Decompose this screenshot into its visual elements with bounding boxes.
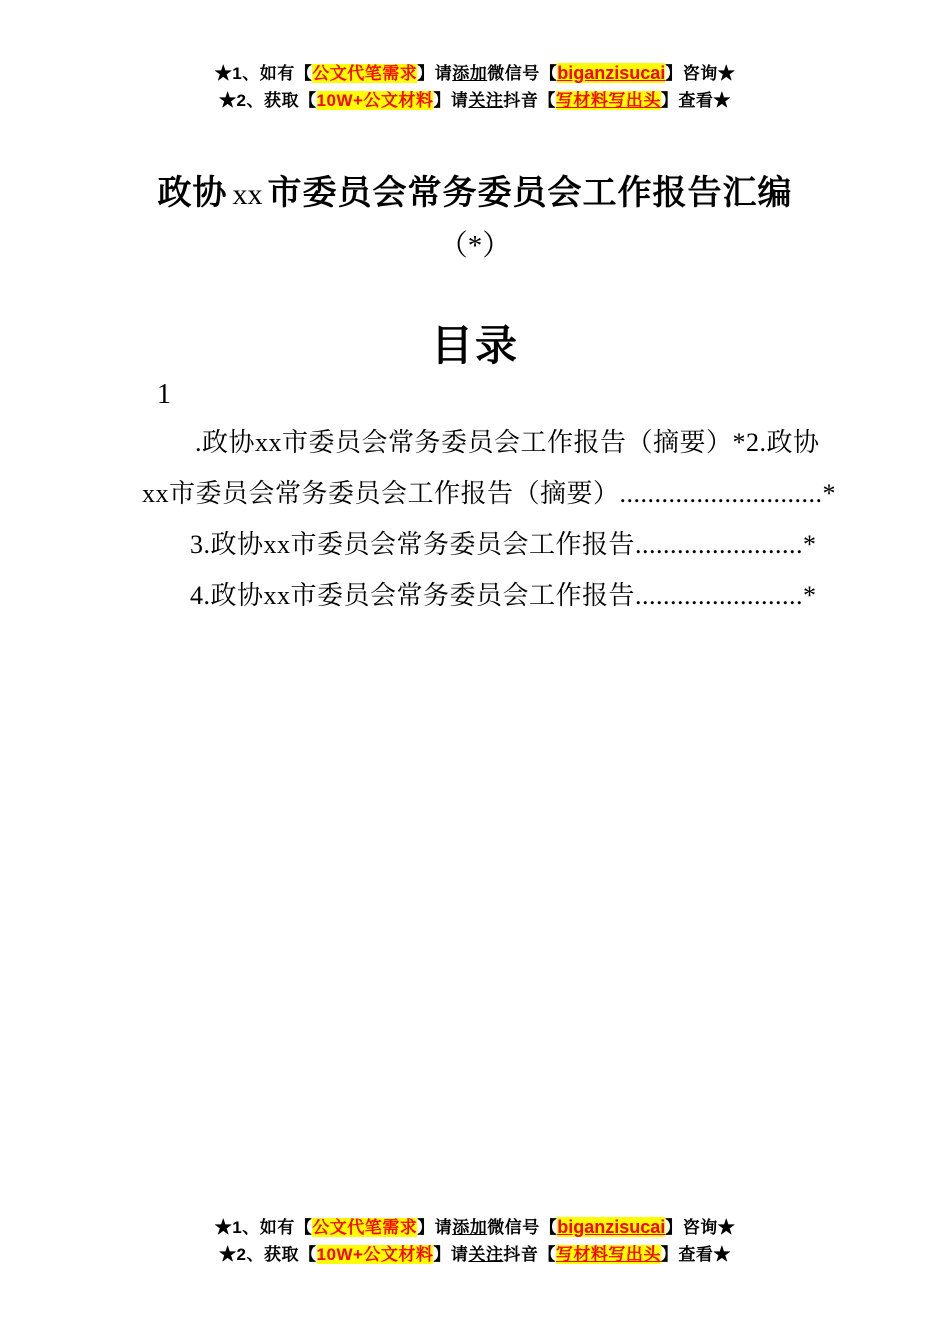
- toc-entry-line: xx市委员会常务委员会工作报告（摘要）.............................*: [142, 479, 837, 508]
- promo-douyin-id: 写材料写出头: [555, 91, 661, 110]
- promo-text: 】请: [417, 64, 453, 83]
- title-text: 市委员会常务委员会工作报告汇编: [267, 174, 793, 212]
- promo-footer: [0, 1214, 950, 1268]
- promo-underline-add: 添加: [452, 64, 488, 83]
- document-subtitle: （*）: [438, 230, 512, 262]
- title-placeholder-xx: xx: [232, 178, 263, 211]
- promo-underline-add: 添加: [452, 1218, 488, 1237]
- toc-entry-line: 4.政协xx市委员会常务委员会工作报告........................*: [190, 581, 817, 610]
- promo-text: ★2、获取【: [219, 1245, 317, 1264]
- promo-text: ★1、如有【: [214, 1218, 313, 1237]
- promo-underline-follow: 关注: [468, 1245, 504, 1264]
- document-title: [0, 170, 950, 218]
- promo-text: 】查看★: [660, 91, 731, 110]
- promo-header-line-1: [0, 60, 950, 87]
- promo-header: [0, 60, 950, 114]
- promo-text: 】请: [433, 91, 469, 110]
- promo-wechat-id: biganzisucai: [557, 1217, 666, 1237]
- toc-entry-line: .政协xx市委员会常务委员会工作报告（摘要）*2.政协: [195, 428, 820, 457]
- promo-text: 】咨询★: [665, 64, 736, 83]
- promo-text: ★2、获取【: [219, 91, 317, 110]
- toc-entry-line: 3.政协xx市委员会常务委员会工作报告........................*: [190, 530, 817, 559]
- promo-wechat-id: biganzisucai: [557, 63, 666, 83]
- promo-highlight-service: 公文代笔需求: [312, 64, 418, 83]
- promo-text: 】查看★: [660, 1245, 731, 1264]
- promo-text: 】咨询★: [665, 1218, 736, 1237]
- toc-page-number: 1: [157, 379, 171, 410]
- promo-douyin-id: 写材料写出头: [555, 1245, 661, 1264]
- promo-underline-follow: 关注: [468, 91, 504, 110]
- promo-footer-line-2: [0, 1241, 950, 1268]
- promo-text: 微信号【: [487, 1218, 558, 1237]
- promo-highlight-materials: 10W+公文材料: [316, 1245, 434, 1264]
- title-text: 政协: [157, 174, 228, 212]
- toc-heading: 目录: [430, 322, 519, 369]
- promo-text: ★1、如有【: [214, 64, 313, 83]
- promo-footer-line-1: [0, 1214, 950, 1241]
- promo-text: 】请: [433, 1245, 469, 1264]
- promo-text: 抖音【: [503, 91, 556, 110]
- promo-text: 微信号【: [487, 64, 558, 83]
- promo-text: 】请: [417, 1218, 453, 1237]
- promo-header-line-2: [0, 87, 950, 114]
- promo-highlight-materials: 10W+公文材料: [316, 91, 434, 110]
- promo-highlight-service: 公文代笔需求: [312, 1218, 418, 1237]
- promo-text: 抖音【: [503, 1245, 556, 1264]
